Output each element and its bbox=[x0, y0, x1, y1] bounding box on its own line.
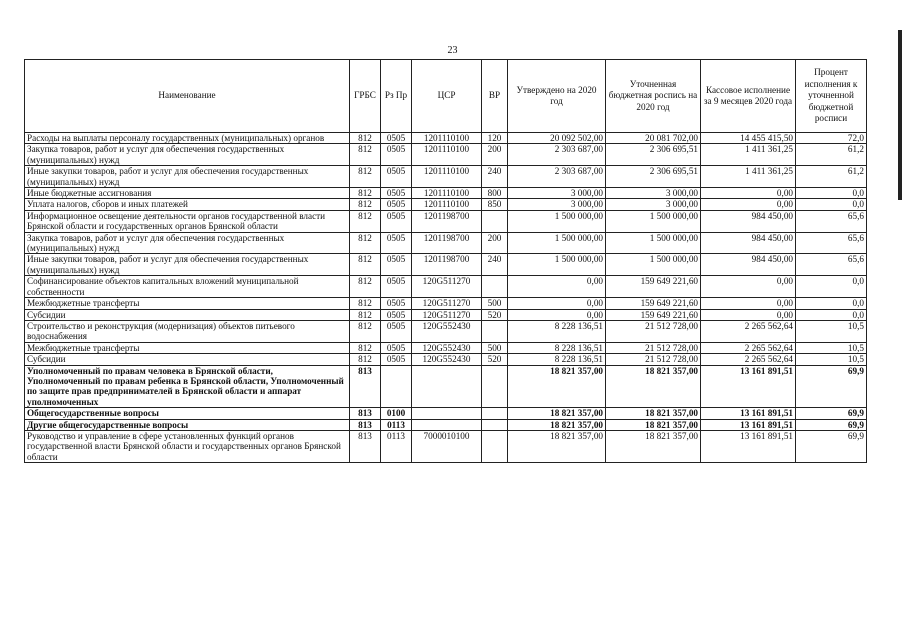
cell-rzpr: 0113 bbox=[381, 430, 412, 462]
page-number: 23 bbox=[447, 45, 458, 56]
cell-rzpr: 0505 bbox=[381, 188, 412, 199]
cell-percent: 69,9 bbox=[796, 419, 867, 430]
cell-grbs: 813 bbox=[350, 365, 381, 408]
cell-vr: 520 bbox=[482, 309, 508, 320]
cell-refined: 18 821 357,00 bbox=[606, 408, 701, 419]
budget-table bbox=[24, 59, 867, 463]
cell-cash: 0,00 bbox=[701, 188, 796, 199]
header-vr: ВР bbox=[482, 60, 508, 133]
cell-refined: 18 821 357,00 bbox=[606, 419, 701, 430]
cell-refined: 18 821 357,00 bbox=[606, 430, 701, 462]
cell-cash: 0,00 bbox=[701, 199, 796, 210]
table-row bbox=[25, 408, 867, 419]
cell-name: Расходы на выплаты персоналу государственных (муниципальных) органов bbox=[25, 133, 350, 144]
cell-csr: 1201110100 bbox=[412, 188, 482, 199]
cell-refined: 18 821 357,00 bbox=[606, 365, 701, 408]
cell-rzpr: 0505 bbox=[381, 309, 412, 320]
cell-grbs: 812 bbox=[350, 254, 381, 276]
cell-rzpr: 0505 bbox=[381, 166, 412, 188]
cell-cash: 0,00 bbox=[701, 309, 796, 320]
cell-vr: 200 bbox=[482, 232, 508, 254]
cell-refined: 159 649 221,60 bbox=[606, 276, 701, 298]
header-approved: Утверждено на 2020 год bbox=[508, 60, 606, 133]
cell-vr bbox=[482, 276, 508, 298]
cell-cash: 13 161 891,51 bbox=[701, 365, 796, 408]
cell-approved: 18 821 357,00 bbox=[508, 430, 606, 462]
cell-name: Межбюджетные трансферты bbox=[25, 342, 350, 353]
cell-approved: 18 821 357,00 bbox=[508, 365, 606, 408]
cell-cash: 2 265 562,64 bbox=[701, 320, 796, 342]
cell-vr: 200 bbox=[482, 144, 508, 166]
cell-grbs: 813 bbox=[350, 408, 381, 419]
cell-cash: 14 455 415,50 bbox=[701, 133, 796, 144]
cell-percent: 0,0 bbox=[796, 309, 867, 320]
table-row bbox=[25, 210, 867, 232]
cell-cash: 984 450,00 bbox=[701, 254, 796, 276]
cell-csr: 120G511270 bbox=[412, 276, 482, 298]
cell-approved: 1 500 000,00 bbox=[508, 254, 606, 276]
cell-refined: 21 512 728,00 bbox=[606, 354, 701, 365]
cell-percent: 0,0 bbox=[796, 188, 867, 199]
cell-cash: 0,00 bbox=[701, 298, 796, 309]
header-name: Наименование bbox=[25, 60, 350, 133]
cell-percent: 69,9 bbox=[796, 430, 867, 462]
cell-approved: 8 228 136,51 bbox=[508, 354, 606, 365]
cell-grbs: 813 bbox=[350, 430, 381, 462]
cell-rzpr: 0505 bbox=[381, 133, 412, 144]
cell-cash: 984 450,00 bbox=[701, 232, 796, 254]
cell-approved: 1 500 000,00 bbox=[508, 232, 606, 254]
table-row bbox=[25, 419, 867, 430]
cell-csr: 7000010100 bbox=[412, 430, 482, 462]
table-row bbox=[25, 365, 867, 408]
cell-vr bbox=[482, 365, 508, 408]
cell-grbs: 812 bbox=[350, 298, 381, 309]
cell-rzpr: 0505 bbox=[381, 276, 412, 298]
cell-approved: 0,00 bbox=[508, 276, 606, 298]
cell-vr bbox=[482, 408, 508, 419]
cell-approved: 2 303 687,00 bbox=[508, 166, 606, 188]
cell-grbs: 812 bbox=[350, 309, 381, 320]
cell-percent: 10,5 bbox=[796, 320, 867, 342]
cell-grbs: 812 bbox=[350, 166, 381, 188]
cell-percent: 61,2 bbox=[796, 166, 867, 188]
cell-csr: 120G511270 bbox=[412, 309, 482, 320]
cell-csr: 1201198700 bbox=[412, 210, 482, 232]
cell-rzpr: 0505 bbox=[381, 144, 412, 166]
cell-grbs: 812 bbox=[350, 210, 381, 232]
cell-refined: 21 512 728,00 bbox=[606, 320, 701, 342]
header-refined: Уточненная бюджетная роспись на 2020 год bbox=[606, 60, 701, 133]
cell-name: Иные закупки товаров, работ и услуг для обеспечения государственных (муниципальных) нужд bbox=[25, 254, 350, 276]
cell-csr: 120G552430 bbox=[412, 342, 482, 353]
cell-grbs: 812 bbox=[350, 133, 381, 144]
table-row bbox=[25, 166, 867, 188]
cell-name: Строительство и реконструкция (модернизация) объектов питьевого водоснабжения bbox=[25, 320, 350, 342]
cell-grbs: 812 bbox=[350, 276, 381, 298]
table-row bbox=[25, 354, 867, 365]
cell-csr: 120G511270 bbox=[412, 298, 482, 309]
cell-csr: 1201198700 bbox=[412, 232, 482, 254]
cell-csr: 1201110100 bbox=[412, 144, 482, 166]
header-percent: Процент исполнения к уточненной бюджетной росписи bbox=[796, 60, 867, 133]
cell-percent: 61,2 bbox=[796, 144, 867, 166]
cell-name: Межбюджетные трансферты bbox=[25, 298, 350, 309]
cell-approved: 18 821 357,00 bbox=[508, 419, 606, 430]
table-row bbox=[25, 133, 867, 144]
cell-percent: 0,0 bbox=[796, 199, 867, 210]
cell-rzpr: 0100 bbox=[381, 408, 412, 419]
cell-name: Субсидии bbox=[25, 354, 350, 365]
cell-cash: 2 265 562,64 bbox=[701, 342, 796, 353]
cell-percent: 65,6 bbox=[796, 210, 867, 232]
table-header-row bbox=[25, 60, 867, 133]
cell-name: Руководство и управление в сфере установленных функций органов государственной власти Брянской области и государственных органов Брянской области bbox=[25, 430, 350, 462]
cell-name: Закупка товаров, работ и услуг для обеспечения государственных (муниципальных) нужд bbox=[25, 232, 350, 254]
cell-name: Информационное освещение деятельности органов государственной власти Брянской области и государственных органов Брянской области bbox=[25, 210, 350, 232]
cell-csr: 1201110100 bbox=[412, 133, 482, 144]
table-row bbox=[25, 298, 867, 309]
cell-grbs: 813 bbox=[350, 419, 381, 430]
cell-refined: 159 649 221,60 bbox=[606, 309, 701, 320]
cell-vr: 240 bbox=[482, 254, 508, 276]
cell-rzpr: 0505 bbox=[381, 232, 412, 254]
cell-approved: 3 000,00 bbox=[508, 188, 606, 199]
cell-csr: 1201110100 bbox=[412, 199, 482, 210]
table-row bbox=[25, 144, 867, 166]
cell-vr: 120 bbox=[482, 133, 508, 144]
cell-name: Другие общегосударственные вопросы bbox=[25, 419, 350, 430]
cell-cash: 2 265 562,64 bbox=[701, 354, 796, 365]
table-row bbox=[25, 276, 867, 298]
cell-percent: 10,5 bbox=[796, 354, 867, 365]
cell-percent: 0,0 bbox=[796, 276, 867, 298]
cell-rzpr bbox=[381, 365, 412, 408]
cell-grbs: 812 bbox=[350, 144, 381, 166]
cell-approved: 18 821 357,00 bbox=[508, 408, 606, 419]
cell-vr: 500 bbox=[482, 298, 508, 309]
cell-name: Уполномоченный по правам человека в Брянской области, Уполномоченный по правам ребенка в Брянской области, Уполномоченный по защите прав предпринимателей в Брянской области и аппарат уполномоченных bbox=[25, 365, 350, 408]
cell-grbs: 812 bbox=[350, 342, 381, 353]
table-row bbox=[25, 188, 867, 199]
cell-percent: 65,6 bbox=[796, 254, 867, 276]
cell-vr bbox=[482, 430, 508, 462]
cell-rzpr: 0505 bbox=[381, 298, 412, 309]
cell-approved: 3 000,00 bbox=[508, 199, 606, 210]
table-row bbox=[25, 254, 867, 276]
cell-approved: 0,00 bbox=[508, 298, 606, 309]
cell-rzpr: 0505 bbox=[381, 320, 412, 342]
cell-csr: 1201110100 bbox=[412, 166, 482, 188]
cell-name: Уплата налогов, сборов и иных платежей bbox=[25, 199, 350, 210]
cell-csr: 120G552430 bbox=[412, 320, 482, 342]
cell-grbs: 812 bbox=[350, 320, 381, 342]
cell-approved: 2 303 687,00 bbox=[508, 144, 606, 166]
header-grbs: ГРБС bbox=[350, 60, 381, 133]
cell-cash: 1 411 361,25 bbox=[701, 166, 796, 188]
cell-cash: 0,00 bbox=[701, 276, 796, 298]
cell-refined: 21 512 728,00 bbox=[606, 342, 701, 353]
cell-percent: 72,0 bbox=[796, 133, 867, 144]
cell-name: Софинансирование объектов капитальных вложений муниципальной собственности bbox=[25, 276, 350, 298]
cell-approved: 8 228 136,51 bbox=[508, 320, 606, 342]
cell-rzpr: 0505 bbox=[381, 199, 412, 210]
cell-approved: 8 228 136,51 bbox=[508, 342, 606, 353]
cell-refined: 3 000,00 bbox=[606, 188, 701, 199]
cell-approved: 0,00 bbox=[508, 309, 606, 320]
header-rzpr: Рз Пр bbox=[381, 60, 412, 133]
cell-cash: 13 161 891,51 bbox=[701, 419, 796, 430]
cell-vr: 240 bbox=[482, 166, 508, 188]
cell-vr: 500 bbox=[482, 342, 508, 353]
cell-refined: 159 649 221,60 bbox=[606, 298, 701, 309]
table-row bbox=[25, 430, 867, 462]
cell-name: Иные закупки товаров, работ и услуг для обеспечения государственных (муниципальных) нужд bbox=[25, 166, 350, 188]
cell-rzpr: 0113 bbox=[381, 419, 412, 430]
cell-approved: 20 092 502,00 bbox=[508, 133, 606, 144]
cell-name: Общегосударственные вопросы bbox=[25, 408, 350, 419]
cell-refined: 1 500 000,00 bbox=[606, 232, 701, 254]
cell-grbs: 812 bbox=[350, 354, 381, 365]
table-row bbox=[25, 320, 867, 342]
cell-vr: 800 bbox=[482, 188, 508, 199]
cell-rzpr: 0505 bbox=[381, 354, 412, 365]
cell-grbs: 812 bbox=[350, 188, 381, 199]
cell-vr: 850 bbox=[482, 199, 508, 210]
cell-refined: 20 081 702,00 bbox=[606, 133, 701, 144]
table-row bbox=[25, 342, 867, 353]
cell-name: Иные бюджетные ассигнования bbox=[25, 188, 350, 199]
cell-cash: 1 411 361,25 bbox=[701, 144, 796, 166]
cell-vr bbox=[482, 210, 508, 232]
table-row bbox=[25, 309, 867, 320]
cell-vr bbox=[482, 419, 508, 430]
cell-cash: 13 161 891,51 bbox=[701, 430, 796, 462]
cell-percent: 65,6 bbox=[796, 232, 867, 254]
cell-vr bbox=[482, 320, 508, 342]
cell-refined: 1 500 000,00 bbox=[606, 254, 701, 276]
cell-approved: 1 500 000,00 bbox=[508, 210, 606, 232]
cell-cash: 13 161 891,51 bbox=[701, 408, 796, 419]
cell-csr bbox=[412, 408, 482, 419]
cell-grbs: 812 bbox=[350, 232, 381, 254]
cell-cash: 984 450,00 bbox=[701, 210, 796, 232]
cell-percent: 69,9 bbox=[796, 408, 867, 419]
cell-rzpr: 0505 bbox=[381, 254, 412, 276]
header-cash: Кассовое исполнение за 9 месяцев 2020 года bbox=[701, 60, 796, 133]
cell-refined: 2 306 695,51 bbox=[606, 166, 701, 188]
cell-rzpr: 0505 bbox=[381, 210, 412, 232]
cell-percent: 10,5 bbox=[796, 342, 867, 353]
cell-refined: 3 000,00 bbox=[606, 199, 701, 210]
cell-refined: 1 500 000,00 bbox=[606, 210, 701, 232]
scan-edge-mark bbox=[898, 30, 902, 200]
cell-csr: 120G552430 bbox=[412, 354, 482, 365]
table-row bbox=[25, 232, 867, 254]
cell-vr: 520 bbox=[482, 354, 508, 365]
cell-percent: 0,0 bbox=[796, 298, 867, 309]
cell-grbs: 812 bbox=[350, 199, 381, 210]
cell-name: Закупка товаров, работ и услуг для обеспечения государственных (муниципальных) нужд bbox=[25, 144, 350, 166]
cell-csr bbox=[412, 365, 482, 408]
header-csr: ЦСР bbox=[412, 60, 482, 133]
cell-csr bbox=[412, 419, 482, 430]
table-row bbox=[25, 199, 867, 210]
cell-rzpr: 0505 bbox=[381, 342, 412, 353]
cell-csr: 1201198700 bbox=[412, 254, 482, 276]
cell-name: Субсидии bbox=[25, 309, 350, 320]
cell-refined: 2 306 695,51 bbox=[606, 144, 701, 166]
cell-percent: 69,9 bbox=[796, 365, 867, 408]
